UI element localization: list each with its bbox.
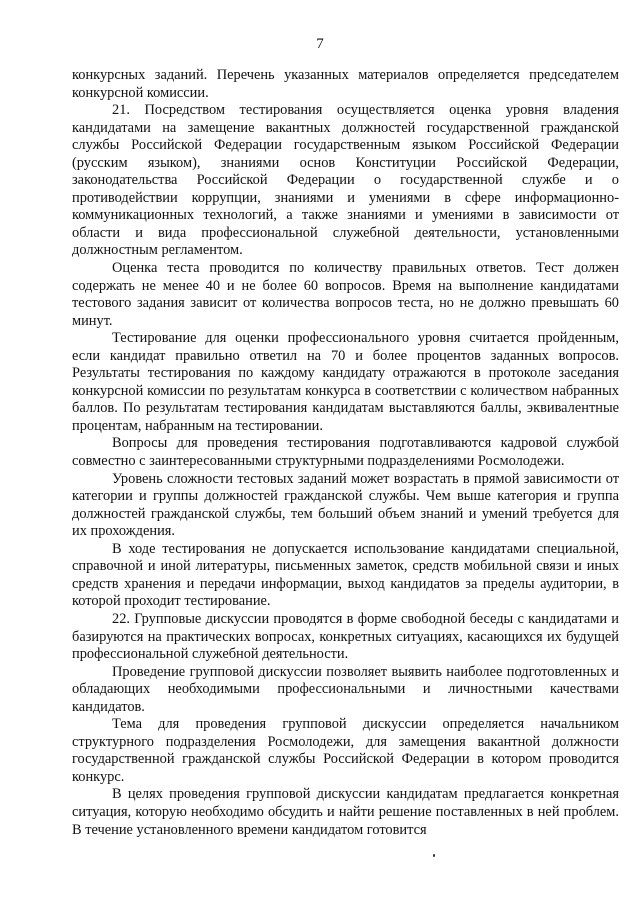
- paragraph-item-22-group-discussions: 22. Групповые дискуссии проводятся в форме свободной беседы с кандидатами и базируются на практических вопросах, конкретных ситуациях, касающихся их будущей профессиональной служебной деятельности.: [72, 610, 619, 663]
- scan-speck: [433, 854, 435, 857]
- paragraph-continuation: конкурсных заданий. Перечень указанных материалов определяется председателем конкурсной комиссии.: [72, 67, 619, 101]
- paragraph-discussion-topic: Тема для проведения групповой дискуссии определяется начальником структурного подразделения Росмолодежи, для замещения вакантной должности государственной гражданской службы Российской Федерации в котором проводится конкурс.: [72, 716, 619, 785]
- paragraph-test-restrictions: В ходе тестирования не допускается использование кандидатами специальной, справочной и иной литературы, письменных заметок, средств мобильной связи и иных средств хранения и передачи информации, выход кандидатов за пределы аудитории, в которой проходит тестирование.: [72, 540, 619, 610]
- page-number: 7: [316, 36, 324, 52]
- paragraph-discussion-situation: В целях проведения групповой дискуссии кандидатам предлагается конкретная ситуация, которую необходимо обсудить и найти решение поставленных в ней проблем. В течение установленного времени кандидатом готовится: [72, 786, 619, 838]
- paragraph-test-questions: Вопросы для проведения тестирования подготавливаются кадровой службой совместно с заинтересованными структурными подразделениями Росмолодежи.: [72, 435, 619, 470]
- paragraph-test-passing: Тестирование для оценки профессионального уровня считается пройденным, если кандидат правильно ответил на 70 и более процентов заданных вопросов. Результаты тестирования по каждому кандидату отражаются в протоколе заседания конкурсной комиссии по результатам конкурса в соответствии с количеством набранных баллов. По результатам тестирования кандидатам выставляются баллы, эквивалентные процентам, набранным на тестировании.: [72, 330, 619, 434]
- paragraph-test-evaluation: Оценка теста проводится по количеству правильных ответов. Тест должен содержать не менее 40 и не более 60 вопросов. Время на выполнение кандидатами тестового задания зависит от количества вопросов теста, но не должно превышать 60 минут.: [72, 260, 619, 329]
- paragraph-discussion-purpose: Проведение групповой дискуссии позволяет выявить наиболее подготовленных и обладающих необходимыми профессиональными и личностными качествами кандидатов.: [72, 663, 619, 715]
- paragraph-item-21-testing: 21. Посредством тестирования осуществляется оценка уровня владения кандидатами на замещение вакантных должностей государственной гражданской службы Российской Федерации государственным языком Российской Федерации (русским языком), знаниями основ Конституции Российской Федерации, законодательства Российской Федерации о государственной службе и о противодействии коррупции, знаниями и умениями в сфере информационно-коммуникационных технологий, а также знаниями и умениями в зависимости от области и вида профессиональной служебной деятельности, установленными должностным регламентом.: [72, 102, 619, 259]
- paragraph-test-difficulty: Уровень сложности тестовых заданий может возрастать в прямой зависимости от категории и группы должностей гражданской службы. Чем выше категория и группа должностей гражданской службы, тем больший объем знаний и умений требуется для их прохождения.: [72, 470, 619, 540]
- page-body: [72, 67, 619, 839]
